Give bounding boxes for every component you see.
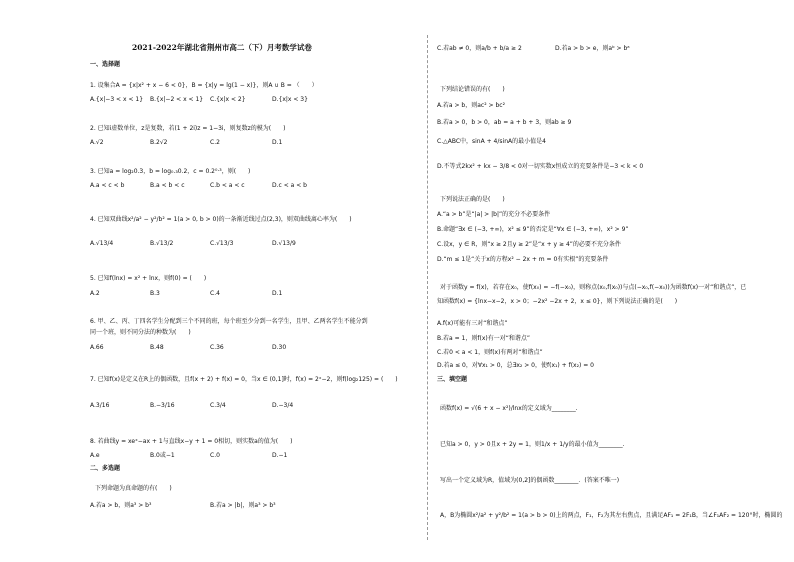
- q9-option-c: C.若ab ≠ 0，则a/b + b/a ≥ 2: [437, 45, 522, 52]
- question-16: A，B为椭圆x²/a² + y²/b² = 1(a > b > 0)上的两点，F₁，F₂为其左右焦点，且满足AF₁ = 2F₁B，当∠F₁AF₂ = 120°时，椭圆的: [440, 512, 783, 519]
- column-divider: [427, 35, 428, 540]
- question-14: 已知a > 0，y > 0且x + 2y = 1，则1/x + 1/y的最小值为________.: [440, 441, 625, 448]
- exam-title: 2021-2022年湖北省荆州市高二（下）月考数学试卷: [132, 43, 312, 52]
- q7-option-a: A.3/16: [90, 402, 110, 409]
- question-3: 3. 已知a = log₂0.3，b = log₀.₃0.2，c = 0.2⁰·³，则( ): [90, 168, 251, 175]
- question-2: 2. 已知i虚数单位，z是复数，若(1 + 2i)z = 1−3i，则复数z的模为( ): [90, 125, 286, 132]
- q10-option-d: D.不等式2kx² + kx − 3/8 < 0对一切实数x恒成立的充要条件是−3 < k < 0: [437, 163, 644, 170]
- q7-option-d: D.−3/4: [272, 402, 294, 409]
- q11-option-d: D.“m ≤ 1是“关于x的方程x² − 2x + m = 0有实根”的充要条件: [437, 256, 609, 263]
- q6-option-c: C.36: [210, 344, 224, 351]
- q10-option-c: C.△ABC中，sinA + 4/sinA的最小值是4: [437, 138, 546, 145]
- q1-option-b: B.{x|−2 < x < 1}: [150, 96, 204, 103]
- q9-option-a: A.若a > b，则a³ > b³: [90, 502, 152, 509]
- q11-option-a: A.“a > b”是“|a| > |b|”的充分不必要条件: [437, 211, 551, 218]
- question-13: 函数f(x) = √(6 + x − x²)/lnx的定义域为________.: [440, 405, 578, 412]
- q12-option-c: C.若0 < a < 1，则f(x)有两对“和谐点”: [437, 349, 543, 356]
- q5-option-d: D.1: [272, 290, 283, 297]
- q5-option-c: C.4: [210, 290, 220, 297]
- q12-option-d: D.若a ≤ 0，对∀x₁ > 0，总∃x₂ > 0，使f(x₁) + f(x₂) = 0: [437, 362, 594, 369]
- q7-option-c: C.3/4: [210, 402, 226, 409]
- q1-option-c: C.{x|x < 2}: [210, 96, 246, 103]
- q5-option-a: A.2: [90, 290, 100, 297]
- q10-option-b: B.若a > 0，b > 0，ab = a + b + 3，则ab ≥ 9: [437, 119, 572, 126]
- q4-option-d: D.√13/9: [272, 240, 296, 247]
- question-15: 写出一个定义域为R，值域为(0,2]的偶函数________．(答案不唯一): [440, 477, 620, 484]
- q4-option-b: B.√13/2: [150, 240, 174, 247]
- q10-option-a: A.若a > b，则ac² > bc²: [437, 102, 505, 109]
- question-4: 4. 已知双曲线x²/a² − y²/b² = 1(a > 0, b > 0)的一条渐近线过点(2,3)，则双曲线离心率为( ): [90, 216, 352, 223]
- q6-option-b: B.48: [150, 344, 164, 351]
- question-12-line-2: 知函数f(x) = {lnx−x−2，x > 0；−2x² −2x + 2，x ≤ 0}，则下列说法正确的是( ): [437, 298, 678, 305]
- section-heading-choice: 一、选择题: [90, 61, 121, 68]
- q1-option-d: D.{x|x < 3}: [272, 96, 308, 103]
- q4-option-a: A.√13/4: [90, 240, 114, 247]
- q8-option-c: C.0: [210, 452, 220, 459]
- q11-option-b: B.命题“∃x ∈ (−3, +∞)，x² ≤ 9”的否定是“∀x ∈ (−3, +∞)，x² > 9”: [437, 226, 629, 233]
- q7-option-b: B.−3/16: [150, 402, 175, 409]
- q1-option-a: A.{x|−3 < x < 1}: [90, 96, 144, 103]
- q6-option-a: A.66: [90, 344, 104, 351]
- question-10: 下列结论错误的有( ): [440, 86, 505, 93]
- q3-option-b: B.a < b < c: [150, 182, 185, 189]
- question-11: 下列说法正确的是( ): [440, 196, 505, 203]
- q3-option-c: C.b < a < c: [210, 182, 245, 189]
- question-5: 5. 已知f(lnx) = x² + lnx，则f(0) = ( ): [90, 275, 207, 282]
- question-12-line-1: 对于函数y = f(x)，若存在x₀，使f(x₀) = −f(−x₀)，则称点(x₀,f(x₀))与点(−x₀,f(−x₀))为函数f(x)一对“和谐点”，已: [440, 284, 747, 291]
- q8-option-b: B.0或−1: [150, 452, 175, 459]
- question-6-line-1: 6. 甲、乙、丙、丁四名学生分配到三个不同的班，每个班至少分到一名学生，且甲、乙两名学生不能分到: [90, 318, 368, 325]
- q6-option-d: D.30: [272, 344, 287, 351]
- q3-option-a: A.a < c < b: [90, 182, 125, 189]
- section-heading-multiple-choice: 二、多选题: [90, 465, 121, 472]
- q2-option-d: D.1: [272, 139, 283, 146]
- q2-option-b: B.2√2: [150, 139, 168, 146]
- question-7: 7. 已知f(x)是定义在R上的偶函数，且f(x + 2) + f(x) = 0，当x ∈ (0,1]时，f(x) = 2ˣ−2，则f(log₂125) = ( ): [90, 376, 398, 383]
- q2-option-a: A.√2: [90, 139, 104, 146]
- q9-option-b: B.若a > |b|，则a³ > b³: [210, 502, 276, 509]
- q11-option-c: C.设x，y ∈ R，则“x ≥ 2且y ≥ 2”是“x + y ≥ 4”的必要不充分条件: [437, 241, 621, 248]
- q8-option-a: A.e: [90, 452, 100, 459]
- question-8: 8. 若曲线y = xeˣ−ax + 1与直线x−y + 1 = 0相切，则实数a的值为( ): [90, 438, 293, 445]
- q2-option-c: C.2: [210, 139, 220, 146]
- q12-option-b: B.若a = 1，则f(x)有一对“和谐点”: [437, 335, 530, 342]
- q5-option-b: B.3: [150, 290, 160, 297]
- q8-option-d: D.−1: [272, 452, 288, 459]
- question-9: 下列命题为真命题的有( ): [95, 485, 172, 492]
- question-1: 1. 设集合A = {x|x² + x − 6 < 0}，B = {x|y = lg(1 − x)}，则A ∪ B = （ ）: [90, 82, 318, 89]
- q3-option-d: D.c < a < b: [272, 182, 307, 189]
- q9-option-d: D.若a > b > e，则aᵇ > bᵃ: [555, 45, 630, 52]
- q4-option-c: C.√13/3: [210, 240, 234, 247]
- section-heading-fill-in: 三、填空题: [437, 376, 468, 383]
- q12-option-a: A.f(x)可能有三对“和谐点”: [437, 320, 508, 327]
- question-6-line-2: 同一个班，则不同分法的种数为( ): [90, 329, 191, 336]
